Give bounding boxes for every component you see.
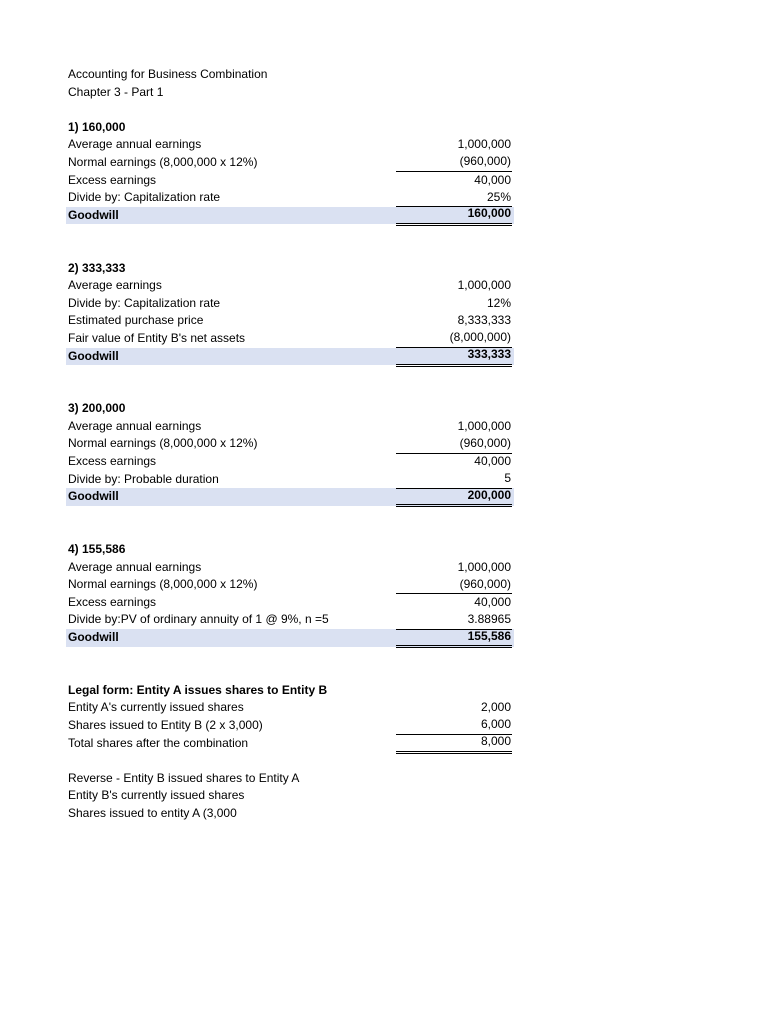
problem-heading: 2) 333,333 xyxy=(68,260,126,275)
table-row: Average annual earnings 1,000,000 xyxy=(66,418,514,436)
row-value: 1,000,000 xyxy=(457,278,511,293)
row-value: 3.88965 xyxy=(396,611,512,630)
table-row: Divide by:PV of ordinary annuity of 1 @ 9%, n =5 3.88965 xyxy=(66,611,514,629)
table-row: Estimated purchase price 8,333,333 xyxy=(66,312,514,330)
table-row: Entity B's currently issued shares xyxy=(68,788,245,803)
row-value: 2,000 xyxy=(480,700,511,715)
table-row: Divide by: Capitalization rate 25% xyxy=(66,189,514,207)
table-row: Shares issued to Entity B (2 x 3,000) 6,000 xyxy=(66,717,514,735)
row-value: 1,000,000 xyxy=(457,418,511,433)
problem-3-section xyxy=(66,400,514,506)
table-row: Average earnings 1,000,000 xyxy=(66,277,514,295)
total-value: 200,000 xyxy=(396,487,512,508)
row-value: 40,000 xyxy=(474,454,511,469)
table-row: Average annual earnings 1,000,000 xyxy=(66,559,514,577)
row-value: (8,000,000) xyxy=(396,329,512,348)
problem-4-section xyxy=(66,541,514,647)
goodwill-total-row: Goodwill 333,333 xyxy=(66,348,514,366)
total-value: 8,000 xyxy=(396,733,512,754)
table-row: Entity A's currently issued shares 2,000 xyxy=(66,699,514,717)
row-value: 1,000,000 xyxy=(457,137,511,152)
goodwill-total-row: Goodwill 155,586 xyxy=(66,629,514,647)
table-row: Divide by: Capitalization rate 12% xyxy=(66,295,514,313)
problem-2-section xyxy=(66,260,514,366)
problem-heading: 1) 160,000 xyxy=(68,119,126,134)
row-value: 8,333,333 xyxy=(457,313,511,328)
table-row: Fair value of Entity B's net assets (8,000,000) xyxy=(66,330,514,348)
table-row: Shares issued to entity A (3,000 xyxy=(68,805,237,820)
goodwill-total-row: Goodwill 160,000 xyxy=(66,207,514,225)
table-row: Normal earnings (8,000,000 x 12%) (960,000) xyxy=(66,154,514,172)
table-row: Divide by: Probable duration 5 xyxy=(66,471,514,489)
document-subtitle: Chapter 3 - Part 1 xyxy=(68,84,164,99)
row-value: 6,000 xyxy=(396,716,512,735)
row-value: 40,000 xyxy=(474,594,511,609)
table-row: Excess earnings 40,000 xyxy=(66,594,514,612)
legal-form-section xyxy=(66,682,514,752)
total-value: 155,586 xyxy=(396,628,512,649)
document-title: Accounting for Business Combination xyxy=(68,67,268,81)
table-row: Excess earnings 40,000 xyxy=(66,172,514,190)
total-value: 160,000 xyxy=(396,205,512,226)
problem-heading: 4) 155,586 xyxy=(68,542,126,557)
row-value: 1,000,000 xyxy=(457,559,511,574)
section-heading: Reverse - Entity B issued shares to Entity A xyxy=(68,770,300,785)
table-row: Normal earnings (8,000,000 x 12%) (960,000) xyxy=(66,576,514,594)
row-value: 40,000 xyxy=(474,172,511,187)
table-row: Excess earnings 40,000 xyxy=(66,453,514,471)
goodwill-total-row: Goodwill 200,000 xyxy=(66,488,514,506)
row-value: 25% xyxy=(396,189,512,208)
table-row: Average annual earnings 1,000,000 xyxy=(66,136,514,154)
spreadsheet-page xyxy=(66,66,514,823)
row-value: 12% xyxy=(486,295,511,310)
section-heading: Legal form: Entity A issues shares to Entity B xyxy=(68,682,328,697)
total-value: 333,333 xyxy=(396,346,512,367)
row-value: (960,000) xyxy=(396,576,512,595)
reverse-section xyxy=(66,770,514,823)
table-row: Normal earnings (8,000,000 x 12%) (960,000) xyxy=(66,435,514,453)
problem-1-section xyxy=(66,119,514,225)
row-value: (960,000) xyxy=(396,435,512,454)
problem-heading: 3) 200,000 xyxy=(68,401,126,416)
row-value: (960,000) xyxy=(396,153,512,172)
row-value: 5 xyxy=(396,470,512,489)
total-shares-row: Total shares after the combination 8,000 xyxy=(66,735,514,753)
